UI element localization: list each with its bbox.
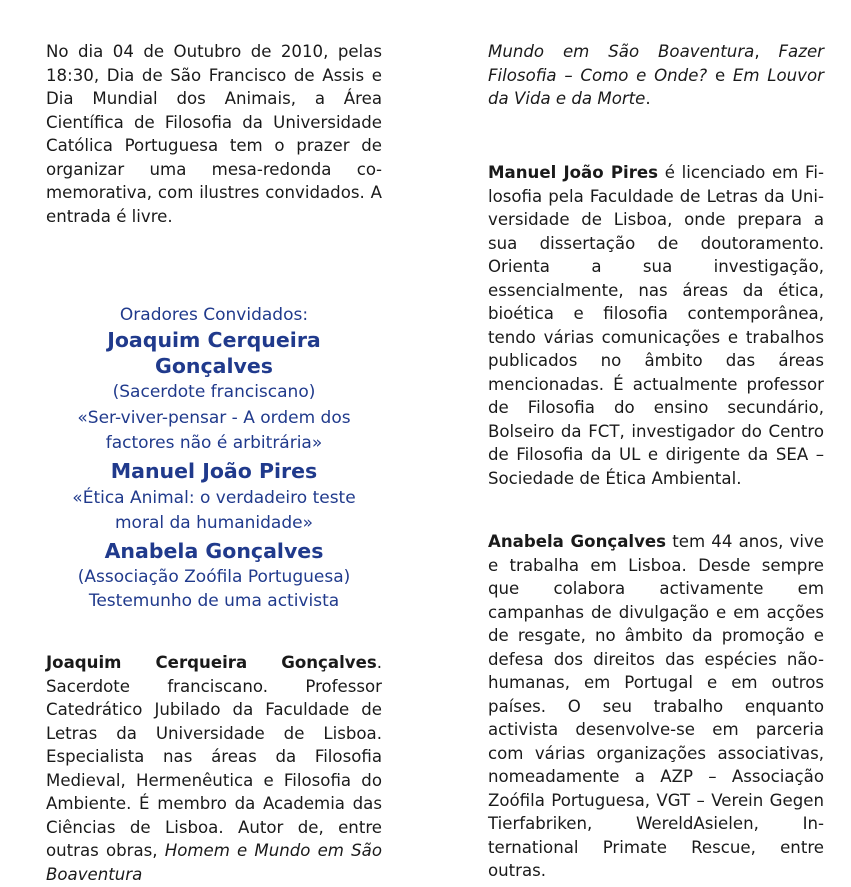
speaker-name: Anabela Gonçalves [104,539,324,563]
book-title: Em Louvor da Vida e da Morte [488,65,824,108]
speaker-name: Joaquim Cerqueira Gonçalves [107,328,321,378]
talk-title: «Ética Animal: o verdadeiro teste moral da humanidade» [72,488,356,533]
bio-name: Joaquim Cerqueira Gonçalves [46,653,377,672]
speaker-role: (Associação Zoófila Portuguesa) [77,567,351,587]
speakers-block [46,303,382,613]
intro-paragraph: No dia 04 de Outubro de 2010, pelas 18:30, Dia de São Francisco de Assis e Dia Mundial dos Animais, a Área Científica de Filosofia da Universidade Católica Portuguesa tem o prazer de organizar uma mesa-redonda comemorativa, com ilustres convidados. A entrada é livre. [46,42,382,226]
book-title: Mundo em São Boaventura [488,42,755,61]
bio-name: Manuel João Pires [488,163,659,182]
bio-name: Anabela Gonçalves [488,532,667,551]
bio-paragraph: Joaquim Cerqueira Gonçalves. Sacerdote franciscano. Professor Catedrático Jubilado da Faculdade de Letras da Universidade de Lisboa. Especialista nas áreas da Filosofia Medieval, Hermenêutica e Filosofia do Ambiente. É membro da Academia das Ciências de Lisboa. Autor de, entre outras obras, Homem e Mundo em São Boaventura [46,653,382,884]
book-title: Fazer Filosofia – Como e Onde? [488,42,824,85]
talk-title: «Ser-viver-pensar - A ordem dos factores não é arbitrária» [77,408,351,453]
talk-title: Testemunho de uma activista [88,591,340,611]
book-title: Homem e Mundo em São Boaventura [46,841,382,884]
speakers-heading: Oradores Convidados: [119,305,309,325]
speaker-role: (Sacerdote franciscano) [112,382,316,402]
bio-paragraph: Anabela Gonçalves tem 44 anos, vive e trabalha em Lisboa. Desde sempre que colabora activamente em campanhas de divulgação e em acções de resgate, no âmbito da promoção e defesa dos direitos das espécies não-humanas, em Portugal e em outros países. O seu trabalho enquanto activista desenvolve-se em parceria com várias organizações associativas, nomeadamente a AZP – Associação Zoófila Portuguesa, VGT – Verein Gegen Tierfabriken, WereldAsielen, International Primate Rescue, entre outras. [488,532,824,880]
speaker-name: Manuel João Pires [110,459,318,483]
bio-paragraph: Manuel João Pires é licenciado em Filosofia pela Faculdade de Letras da Universidade de Lisboa, onde prepara a sua dissertação de doutoramento. Orienta a sua investigação, essencialmente, nas áreas da ética, bioética e filosofia contemporânea, tendo várias comunicações e trabalhos publicados no âmbito das áreas mencionadas. É actualmente professor de Filosofia do ensino secundário, Bolseiro da FCT, investigador do Centro de Filosofia da UL e dirigente da SEA – Sociedade de Ética Ambiental. [488,163,824,488]
bio-continuation: Mundo em São Boaventura, Fazer Filosofia – Como e Onde? e Em Louvor da Vida e da Morte. [488,42,824,108]
